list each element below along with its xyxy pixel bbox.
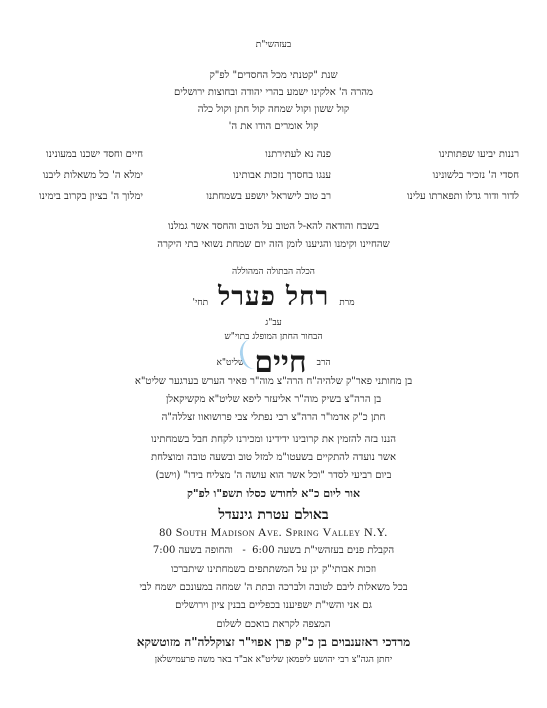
groom-prefix: הרב	[316, 358, 331, 368]
verse-line: לדור ודור גדלו ותפארתו עלינו	[406, 191, 519, 202]
blessing-line: בכל משאלות ליבם לטובה ולברכה ובתת ה' שמחה במעונכם ישמח לבי	[139, 582, 408, 593]
closing-title: המצפה לקראת בואכם לשלום	[216, 619, 331, 630]
bride-title: הכלה הבתולה המהוללה	[232, 267, 315, 277]
ayin-gimel: עב"ג	[265, 318, 282, 328]
verse-line: רננות יביעו שפתותינו	[438, 149, 519, 160]
venue-address: 80 South Madison Ave. Spring Valley N.Y.	[159, 525, 388, 539]
bride-name: רחל פערל	[218, 282, 330, 312]
chuppah-label: והחופה בשעה	[178, 545, 233, 556]
invitation-line: ביום רביעי לסדר "וכל אשר הוא עושה ה' מצליח בידו" (וישב)	[155, 470, 392, 481]
verse-line: חסדי ה' נזכיר בלשונינו	[432, 170, 519, 181]
praise-line: שהחיינו וקימנו והגיענו לזמן הזה יום שמחת נשואי בתי היקרה	[157, 239, 390, 250]
schedule-line	[20, 546, 527, 556]
verse-line: ענגו בחסדך נזכות אבותינו	[233, 170, 331, 181]
invitation-line: אשר נועדה להתקיים בשעטו"מ למזל טוב ובשעה טובה ומוצלחת	[150, 452, 396, 463]
blessing-line: וזכות אבותי"ק יגן על המשתתפים בשמחתינו שיתברכו	[170, 564, 377, 575]
kabbalas-time: 6:00	[252, 545, 275, 556]
verse-column-left	[28, 150, 143, 213]
opening-line: קול אומרים הודו את ה'	[228, 121, 319, 132]
bride-suffix: תחי'	[192, 298, 209, 308]
verse-column-middle	[206, 149, 331, 213]
invitation-date: אור ליום כ"א לחודש כסלו תשפ"ו לפ"ק	[186, 487, 361, 500]
lineage-line: חתן כ"ק אדמו"ר הרה"צ רבי נפתלי צבי פרושואוו זצללה"ה	[161, 412, 386, 423]
bride-prefix: מרת	[339, 298, 355, 308]
signer-line: מרדכי ראזענבוים בן כ"ק פרן אפוי"ר זצוקללה"ה מזוטשקא	[136, 635, 411, 649]
blessing-line: גם אני והשי"ת ישפיענו בכפליים בבנין ציון וירושלים	[175, 600, 372, 611]
venue-name: באולם עטרת גינעדל	[218, 507, 329, 523]
groom-suffix: שליט"א	[216, 358, 245, 368]
opening-line: שנת "קטנתי מכל החסדים" לפ"ק	[209, 70, 338, 81]
opening-line: מהרה ה' אלקינו ישמע בהרי יהודה ובחוצות ירושלים	[174, 87, 373, 98]
chuppah-time: 7:00	[152, 545, 176, 556]
bride-name-line	[0, 282, 547, 312]
verse-line: פנה נא לעתירתנו	[265, 149, 331, 160]
kabbalas-label: הקבלת פנים בעזהשי"ת בשעה	[277, 545, 395, 556]
invitation-line: הננו בזה להזמין את קרובינו ידידינו ומכירנו לקחת חבל בשמחתינו	[150, 434, 397, 445]
verse-line: ימלא ה' כל משאלות ליבנו	[42, 170, 143, 181]
schedule-separator: -	[236, 545, 249, 556]
verse-line: ימלוך ה' בציון בקרוב בימינו	[39, 191, 143, 202]
lineage-line: בן מחותני פאר"ק שלהיה"ח הרה"צ מוה"ר פאיר הערש בערגער שליט"א	[134, 376, 413, 387]
opening-line: קול ששון וקול שמחה קול חתן וקול כלה	[197, 104, 350, 115]
besd-header: בעזהשי"ת	[255, 40, 292, 50]
groom-name: חיים	[254, 345, 307, 380]
groom-name-line	[0, 345, 547, 380]
verse-line: חיים וחסד ישכנו במעונינו	[46, 149, 143, 160]
praise-line: בשבח והודאה להא-ל הטוב על הטוב והחסד אשר גמלנו	[167, 221, 380, 232]
groom-title: הבחור החתן המופלג בתוי"ש	[224, 332, 323, 342]
verse-columns	[28, 150, 519, 213]
verse-line: רב טוב לישראל יושפע בשמחתנו	[206, 191, 331, 202]
signer-line: יחתן הגה"צ רבי יהושע ליפמאן שליט"א אב"ד באר משה פרעמישלאן	[154, 655, 393, 665]
verse-column-right	[404, 150, 519, 213]
lineage-line: בן הרה"צ בשיק מוה"ר אליעזר ליפא שליט"א מקשיקאלן	[165, 394, 382, 405]
